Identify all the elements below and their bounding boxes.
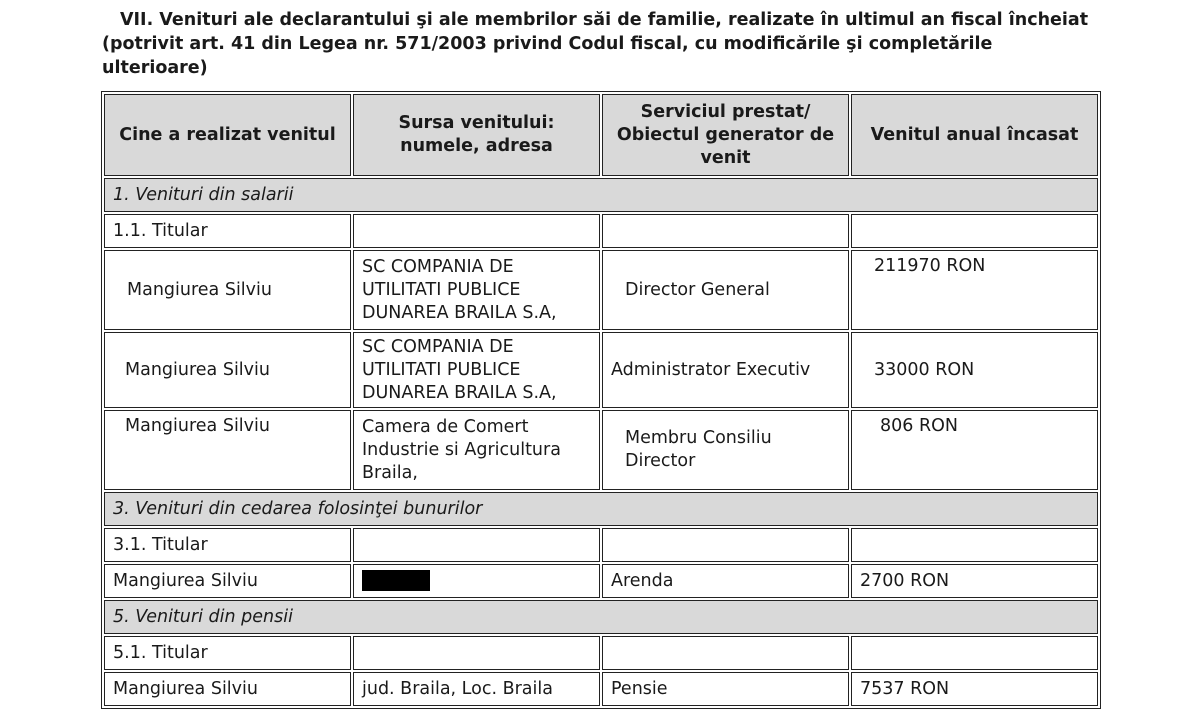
- cell-source: SC COMPANIA DE UTILITATI PUBLICE DUNAREA BRAILA S.A,: [353, 250, 600, 330]
- heading-line-1: VII. Venituri ale declarantului şi ale membrilor săi de familie, realizate în ultimul an fiscal încheiat: [120, 10, 1089, 30]
- cell-service: Pensie: [602, 672, 849, 706]
- cell-who: Mangiurea Silviu: [104, 672, 351, 706]
- cell-service: Membru Consiliu Director: [602, 410, 849, 490]
- cell-source: [353, 564, 600, 598]
- header-service: Serviciul prestat/ Obiectul generator de venit: [602, 94, 849, 176]
- header-source: Sursa venitului: numele, adresa: [353, 94, 600, 176]
- header-who: Cine a realizat venitul: [104, 94, 351, 176]
- table-row: [104, 410, 1098, 490]
- subsection-label: 5.1. Titular: [104, 636, 351, 670]
- subsection-label: 3.1. Titular: [104, 528, 351, 562]
- section-title: 5. Venituri din pensii: [104, 600, 1098, 634]
- cell-income: 2700 RON: [851, 564, 1098, 598]
- income-table: [101, 91, 1101, 709]
- section-row-pensions: [104, 600, 1098, 634]
- heading-line-3: ulterioare): [102, 58, 208, 78]
- table-row: [104, 564, 1098, 598]
- cell-income: 211970 RON: [851, 250, 1098, 330]
- cell-service: Director General: [602, 250, 849, 330]
- cell-source: Camera de Comert Industrie si Agricultura Braila,: [353, 410, 600, 490]
- heading-line-2: (potrivit art. 41 din Legea nr. 571/2003 privind Codul fiscal, cu modificările şi completările: [102, 34, 993, 54]
- section-row-salaries: [104, 178, 1098, 212]
- cell-source: jud. Braila, Loc. Braila: [353, 672, 600, 706]
- header-income: Venitul anual încasat: [851, 94, 1098, 176]
- section-row-property-use: [104, 492, 1098, 526]
- cell-who: Mangiurea Silviu: [104, 332, 351, 408]
- cell-source: SC COMPANIA DE UTILITATI PUBLICE DUNAREA BRAILA S.A,: [353, 332, 600, 408]
- table-header-row: [104, 94, 1098, 176]
- table-row: [104, 672, 1098, 706]
- subsection-row: [104, 636, 1098, 670]
- table-row: [104, 250, 1098, 330]
- subsection-row: [104, 214, 1098, 248]
- section-heading: [102, 8, 1102, 80]
- subsection-label: 1.1. Titular: [104, 214, 351, 248]
- cell-who: Mangiurea Silviu: [104, 250, 351, 330]
- subsection-row: [104, 528, 1098, 562]
- cell-service: Arenda: [602, 564, 849, 598]
- cell-service: Administrator Executiv: [602, 332, 849, 408]
- section-title: 3. Venituri din cedarea folosinţei bunurilor: [104, 492, 1098, 526]
- cell-income: 7537 RON: [851, 672, 1098, 706]
- cell-income: 806 RON: [851, 410, 1098, 490]
- redaction-block: [362, 570, 430, 591]
- table-row: [104, 332, 1098, 408]
- cell-who: Mangiurea Silviu: [104, 410, 351, 490]
- cell-who: Mangiurea Silviu: [104, 564, 351, 598]
- section-title: 1. Venituri din salarii: [104, 178, 1098, 212]
- cell-income: 33000 RON: [851, 332, 1098, 408]
